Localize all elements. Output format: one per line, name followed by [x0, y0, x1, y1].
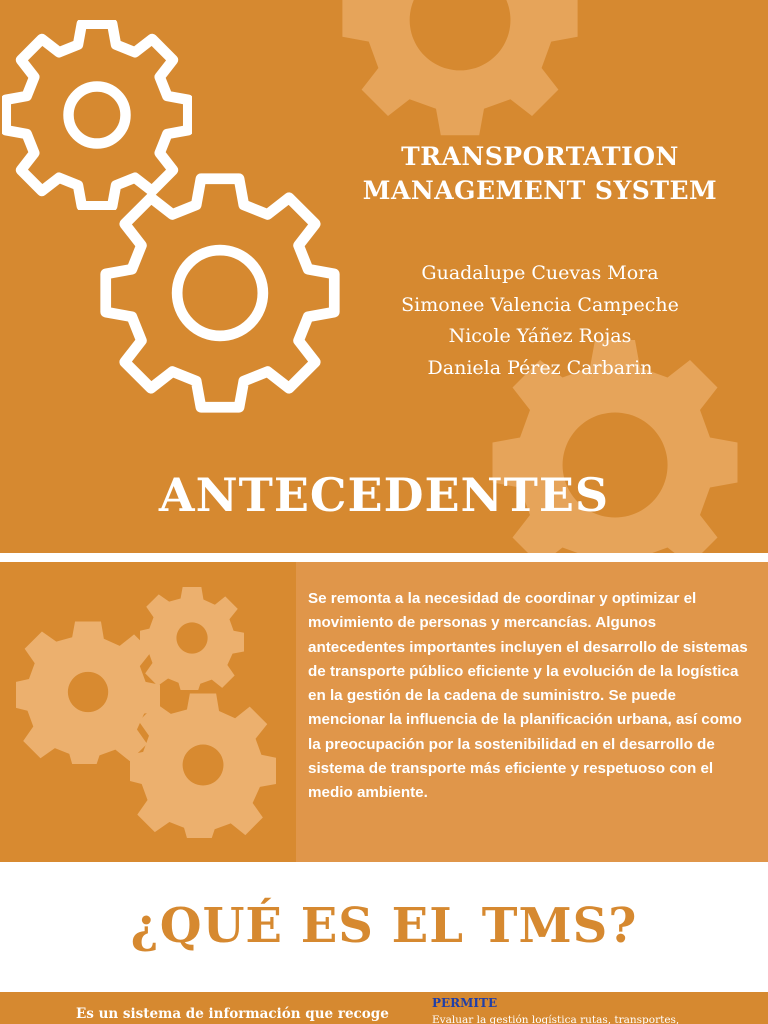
- title-line-2: MANAGEMENT SYSTEM: [362, 176, 718, 205]
- title-line-1: TRANSPORTATION: [401, 142, 679, 171]
- gear-icon: [130, 692, 276, 838]
- gear-icon: [140, 586, 244, 690]
- divider: [0, 553, 768, 562]
- document-title: [340, 140, 740, 208]
- section-heading-tms: ¿QUÉ ES EL TMS?: [130, 898, 638, 954]
- tms-definition-text: Es un sistema de información que recoge: [76, 1006, 389, 1022]
- author-name: Simonee Valencia Campeche: [401, 293, 679, 316]
- gear-icon: [330, 0, 590, 150]
- gear-icon: [95, 168, 345, 418]
- author-name: Nicole Yáñez Rojas: [448, 325, 632, 347]
- section-heading-antecedentes: ANTECEDENTES: [158, 468, 610, 522]
- antecedentes-body: Se remonta a la necesidad de coordinar y optimizar el movimiento de personas y mercancías. Algunos antecedentes importantes incluyen el desarrollo de sistemas de transporte público eficiente y la evolución de la logística en la gestión de la cadena de suministro. Se puede mencionar la influencia de la planificación urbana, así como la preocupación por la sostenibilidad en el desarrollo de sistema de transporte más eficiente y respetuoso con el medio ambiente.: [308, 590, 748, 802]
- author-list: [360, 258, 720, 384]
- author-name: Daniela Pérez Carbarin: [427, 356, 653, 379]
- permite-label: PERMITE: [432, 996, 498, 1010]
- author-name: Guadalupe Cuevas Mora: [421, 262, 659, 284]
- permite-text: Evaluar la gestión logística rutas, transportes,: [432, 1014, 680, 1024]
